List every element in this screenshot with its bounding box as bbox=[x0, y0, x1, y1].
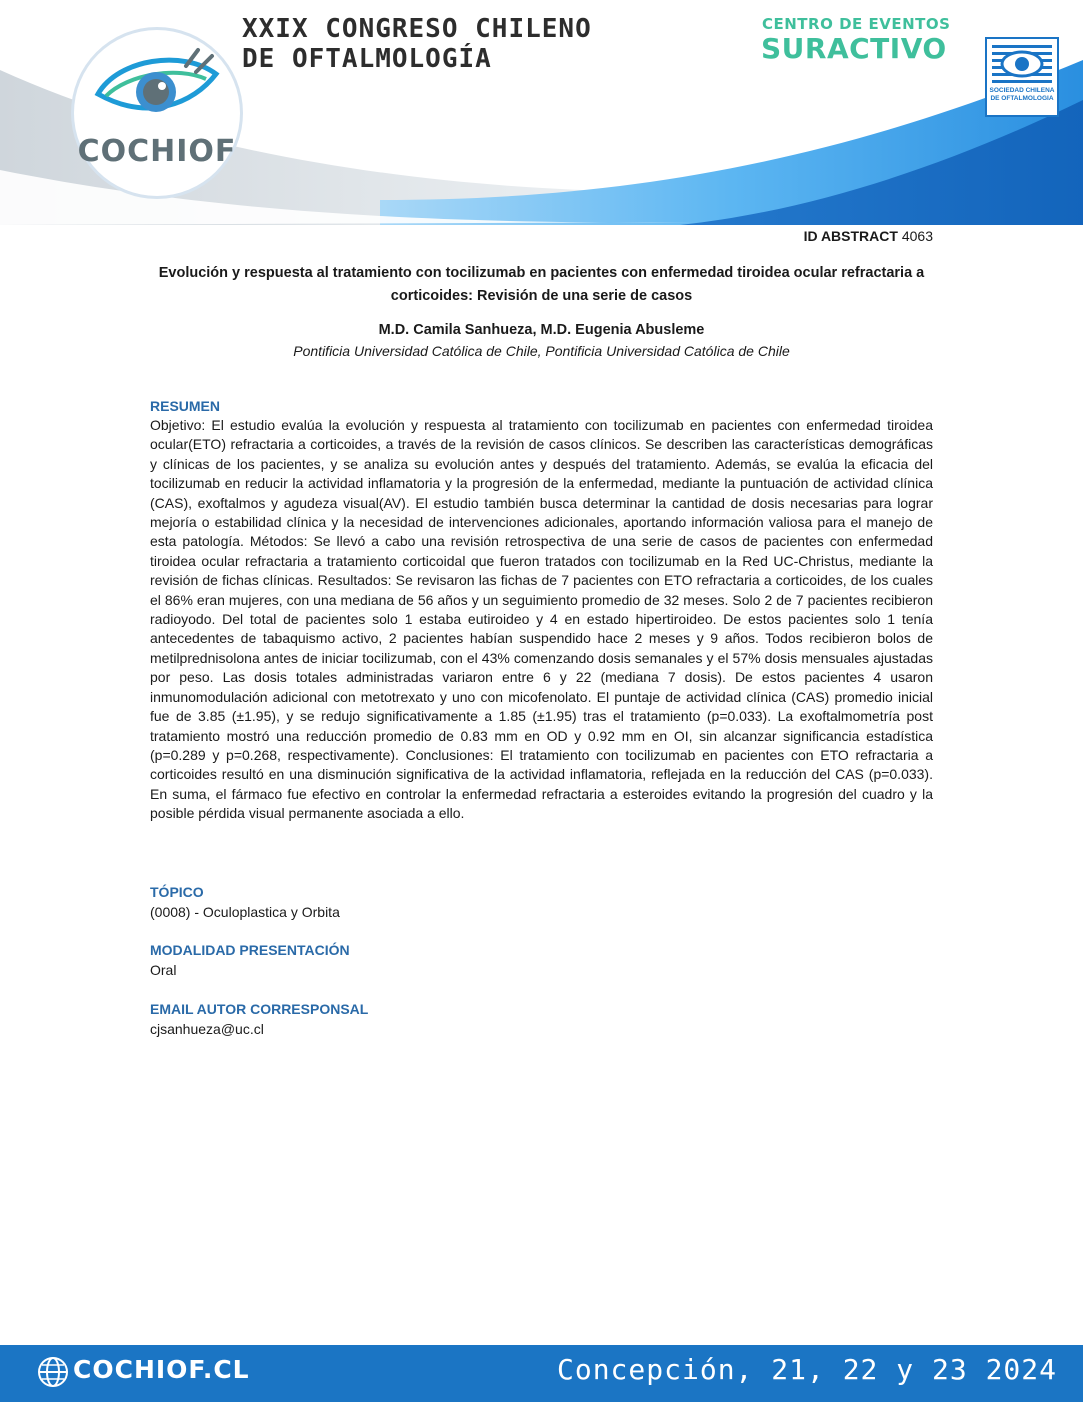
society-name bbox=[987, 87, 1057, 103]
logo-text: COCHIOF bbox=[77, 134, 237, 169]
eye-logo-icon bbox=[88, 44, 226, 134]
abstract-id bbox=[804, 228, 933, 244]
modality-value: Oral bbox=[150, 962, 177, 978]
summary-text: Objetivo: El estudio evalúa la evolución y respuesta al tratamiento con tocilizumab en pacientes con enfermedad tiroidea ocular(ETO) refractaria a corticoides, a través de la revisión de casos clínicos. Se describen las características demográficas y clínicas de los pacientes, y se analiza su evolución antes y después del tratamiento. Además, se evalúa la eficacia del tocilizumab en reducir la actividad inflamatoria y la progresión de la enfermedad, mediante la puntuación de actividad clínica (CAS), exoftalmos y agudeza visual(AV). El estudio también busca determinar la cantidad de dosis necesarias para lograr mejoría o estabilidad clínica y la necesidad de intervenciones adicionales, aportando información valiosa para el manejo de esta patología. Métodos: Se llevó a cabo una revisión retrospectiva de una serie de casos de pacientes con enfermedad tiroidea ocular refractaria a tratamiento corticoidal que fueron tratados con tocilizumab en la Red UC-Christus, mediante la revisión de fichas clínicas. Resultados: Se revisaron las fichas de 7 pacientes con ETO refractaria a corticoides, de los cuales el 86% eran mujeres, con una mediana de 56 años y un seguimiento promedio de 32 meses. Solo 2 de 7 pacientes recibieron radioyodo. Del total de pacientes solo 1 estaba eutiroideo y 4 en estado hipertiroideo. De estos pacientes solo 1 tenía antecedentes de tabaquismo activo, 2 pacientes habían suspendido hace 2 meses y 9 años. Todos recibieron bolos de metilprednisolona antes de iniciar tocilizumab, con el 43% comenzando dosis semanales y el 57% dosis mensuales ajustadas por peso. Las dosis totales administradas variaron entre 6 y 22 (mediana 7 dosis). De estos pacientes 4 usaron inmunomodulación adicional con metotrexato y uno con micofenolato. El puntaje de actividad clínica (CAS) promedio inicial fue de 3.85 (±1.95), y se redujo significativamente a 1.85 (±1.95) tras el tratamiento (p=0.033). La exoftalmometría post tratamiento mostró una reducción promedio de 0.83 mm en OD y 0.92 mm en OI, sin alcanzar significancia estadística (p=0.289 y p=0.268, respectivamente). Conclusiones: El tratamiento con tocilizumab en pacientes con ETO refractaria a corticoides resultó en una disminución significativa de la actividad inflamatoria, reflejada en la reducción del CAS (p=0.033). En suma, el fármaco fue efectivo en controlar la enfermedad refractaria a esteroides evitando la progresión del cuadro y la posible pérdida visual permanente asociada a ello. bbox=[150, 417, 933, 822]
congress-title bbox=[242, 14, 592, 74]
society-eye-icon bbox=[992, 43, 1052, 85]
venue-label-line1: CENTRO DE EVENTOS bbox=[762, 15, 951, 33]
congress-title-line2: DE OFTALMOLOGÍA bbox=[242, 44, 492, 74]
event-dates: Concepción, 21, 22 y 23 2024 bbox=[556, 1353, 1057, 1386]
topic-heading: TÓPICO bbox=[150, 884, 204, 900]
page-header bbox=[0, 0, 1083, 225]
site-url: COCHIOF.CL bbox=[73, 1355, 250, 1384]
globe-icon bbox=[37, 1356, 69, 1388]
page-footer bbox=[0, 1345, 1083, 1402]
abstract-title: Evolución y respuesta al tratamiento con tocilizumab en pacientes con enfermedad tiroidea ocular refractaria a corticoides: Revisión de una serie de casos bbox=[158, 265, 925, 304]
email-value: cjsanhueza@uc.cl bbox=[150, 1021, 264, 1037]
cochiof-logo bbox=[74, 30, 240, 196]
email-heading: EMAIL AUTOR CORRESPONSAL bbox=[150, 1001, 369, 1017]
venue-label-line2: SURACTIVO bbox=[761, 32, 947, 65]
modality-heading: MODALIDAD PRESENTACIÓN bbox=[150, 942, 350, 958]
abstract-authors: M.D. Camila Sanhueza, M.D. Eugenia Abusleme bbox=[378, 322, 705, 338]
abstract-id-value: 4063 bbox=[901, 228, 933, 244]
abstract-affiliations: Pontificia Universidad Católica de Chile, Pontificia Universidad Católica de Chile bbox=[293, 343, 790, 359]
abstract-id-label: ID ABSTRACT bbox=[803, 228, 898, 244]
society-logo bbox=[985, 37, 1059, 117]
topic-value: (0008) - Oculoplastica y Orbita bbox=[150, 904, 340, 920]
society-name-line1: SOCIEDAD CHILENA bbox=[989, 87, 1055, 94]
summary-heading: RESUMEN bbox=[150, 398, 221, 414]
congress-title-line1: XXIX CONGRESO CHILENO bbox=[242, 14, 592, 44]
society-name-line2: DE OFTALMOLOGIA bbox=[990, 95, 1054, 102]
